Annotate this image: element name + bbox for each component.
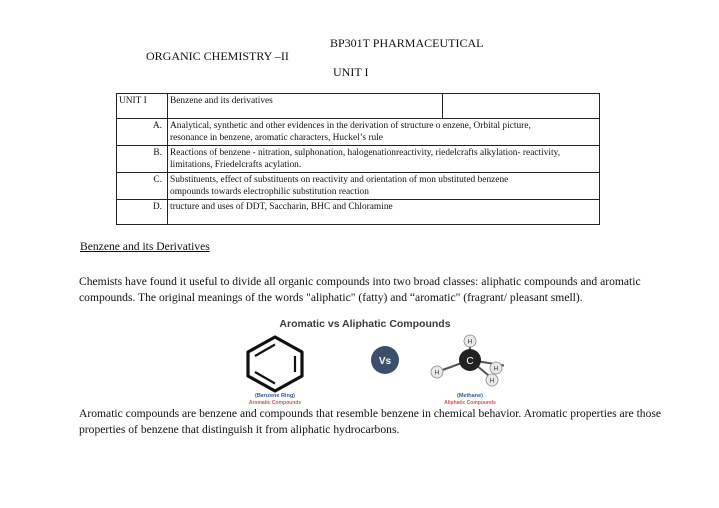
unit-title: Benzene and its derivatives xyxy=(168,94,443,119)
row-text xyxy=(168,173,600,200)
aromatic-subcaption: Aromatic Compounds xyxy=(248,400,302,406)
table-row xyxy=(117,119,600,146)
hydrogen-atom: H xyxy=(493,365,499,373)
hydrogen-atom: H xyxy=(489,377,495,385)
table-row xyxy=(117,146,600,173)
hydrogen-atom: H xyxy=(467,338,473,346)
row-letter: B. xyxy=(117,146,168,173)
hydrogen-atom: H xyxy=(434,369,440,377)
row-letter: A. xyxy=(117,119,168,146)
course-name: ORGANIC CHEMISTRY –II xyxy=(146,49,289,63)
carbon-atom: C xyxy=(466,356,474,367)
empty-cell xyxy=(443,94,600,119)
figure-title: Aromatic vs Aliphatic Compounds xyxy=(279,318,451,330)
benzene-caption: (Benzene Ring) xyxy=(254,393,296,399)
table-row xyxy=(117,173,600,200)
row-line: limitations, Friedelcrafts acylation. xyxy=(170,160,302,170)
row-text xyxy=(168,119,600,146)
vs-label: Vs xyxy=(378,356,392,367)
row-text xyxy=(168,146,600,173)
row-text xyxy=(168,200,600,225)
section-title: Benzene and its Derivatives xyxy=(80,240,210,253)
row-line: Substituents, effect of substituents on reactivity and orientation of mon ubstituted benzene xyxy=(170,175,509,185)
paragraph-intro: Chemists have found it useful to divide all organic compounds into two broad classes: aliphatic compounds and aromatic compounds. The original meanings of the words "aliphatic" (fatty) and “aromatic" (fragrant/ pleasant smell). xyxy=(79,275,641,304)
table-row xyxy=(117,94,600,119)
aromatic-vs-aliphatic-figure xyxy=(222,313,504,407)
row-line: ompounds towards electrophilic substitution reaction xyxy=(170,187,369,197)
unit-heading: UNIT I xyxy=(333,65,369,79)
row-line: resonance in benzene, aromatic characters, Huckel’s rule xyxy=(170,133,383,143)
aliphatic-subcaption: Aliphatic Compounds xyxy=(444,400,496,406)
row-letter: D. xyxy=(117,200,168,225)
course-code: BP301T PHARMACEUTICAL xyxy=(330,36,484,50)
unit-label: UNIT I xyxy=(117,94,168,119)
row-line: tructure and uses of DDT, Saccharin, BHC and Chloramine xyxy=(170,202,393,212)
table-row xyxy=(117,200,600,225)
syllabus-table xyxy=(116,93,600,225)
paragraph-aromatic: Aromatic compounds are benzene and compounds that resemble benzene in chemical behavior. Aromatic properties are those properties of benzene that distinguish it from aliphatic hydrocarbons. xyxy=(79,407,662,436)
row-letter: C. xyxy=(117,173,168,200)
methane-caption: (Methane) xyxy=(457,393,483,399)
row-line: Analytical, synthetic and other evidences in the derivation of structure o enzene, Orbital picture, xyxy=(170,121,531,131)
row-line: Reactions of benzene - nitration, sulphonation, halogenationreactivity, riedelcrafts alkylation- reactivity, xyxy=(170,148,561,158)
